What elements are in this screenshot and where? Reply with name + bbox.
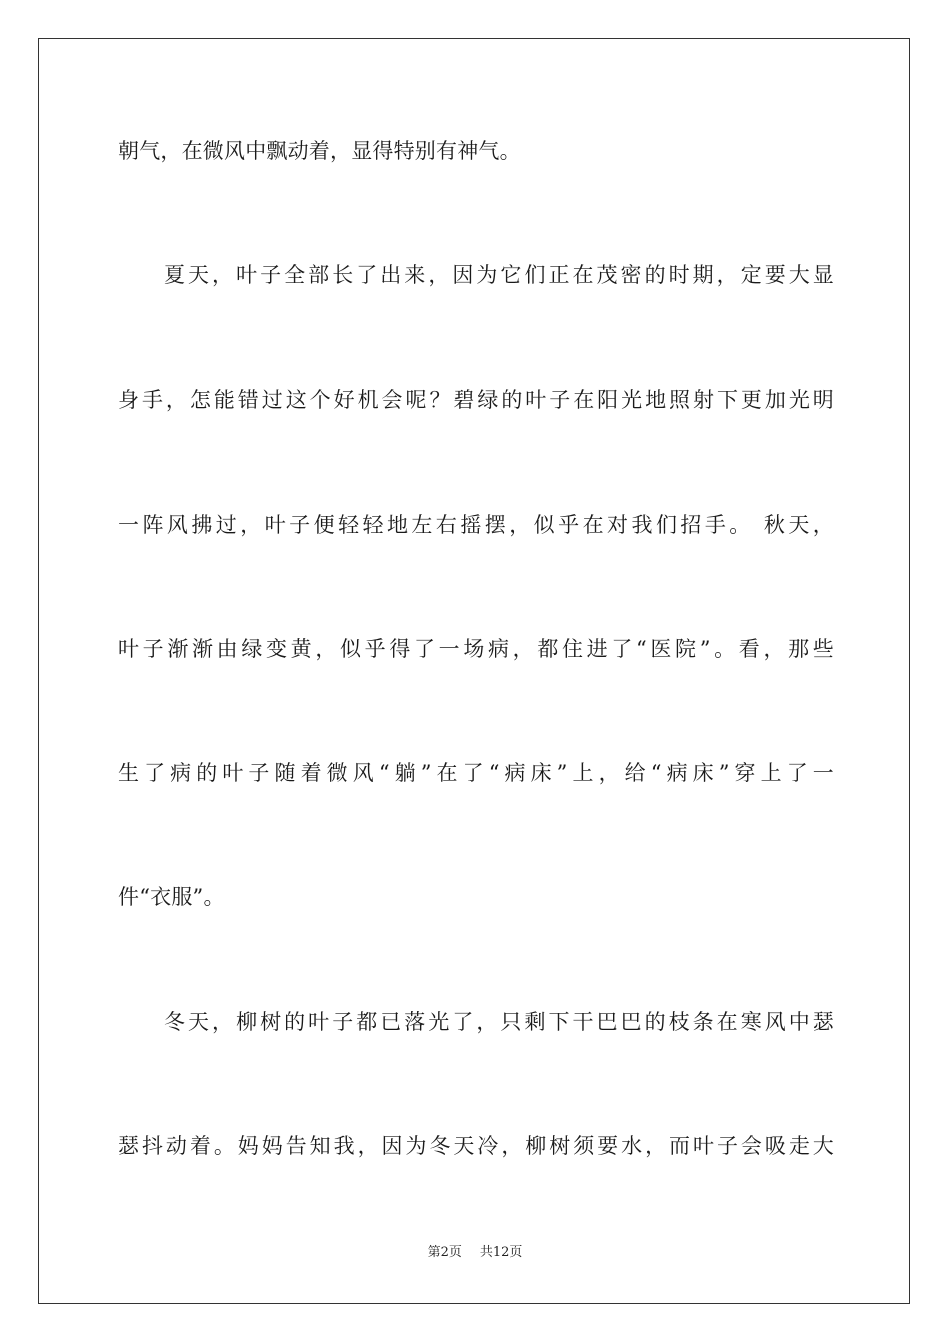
text-line-8: 冬天，柳树的叶子都已落光了，只剩下干巴巴的枝条在寒风中瑟 — [164, 1010, 834, 1034]
text-line-1: 朝气，在微风中飘动着，显得特别有神气。 — [118, 139, 521, 163]
page-total: 共12页 — [479, 1245, 523, 1260]
text-line-5: 叶子渐渐由绿变黄，似乎得了一场病，都住进了“医院”。看，那些 — [118, 637, 834, 661]
text-line-9: 瑟抖动着。妈妈告知我，因为冬天冷，柳树须要水，而叶子会吸走大 — [118, 1134, 834, 1158]
page-number: 第2页 — [427, 1245, 462, 1260]
text-line-2: 夏天，叶子全部长了出来，因为它们正在茂密的时期，定要大显 — [164, 263, 834, 287]
page-footer — [0, 1244, 950, 1262]
text-line-7: 件“衣服”。 — [118, 885, 225, 909]
text-line-4: 一阵风拂过，叶子便轻轻地左右摇摆，似乎在对我们招手。 秋天， — [118, 513, 834, 537]
page-border — [38, 38, 910, 1304]
text-line-6: 生了病的叶子随着微风“躺”在了“病床”上，给“病床”穿上了一 — [118, 761, 834, 785]
text-line-3: 身手，怎能错过这个好机会呢？碧绿的叶子在阳光地照射下更加光明 — [118, 388, 834, 412]
